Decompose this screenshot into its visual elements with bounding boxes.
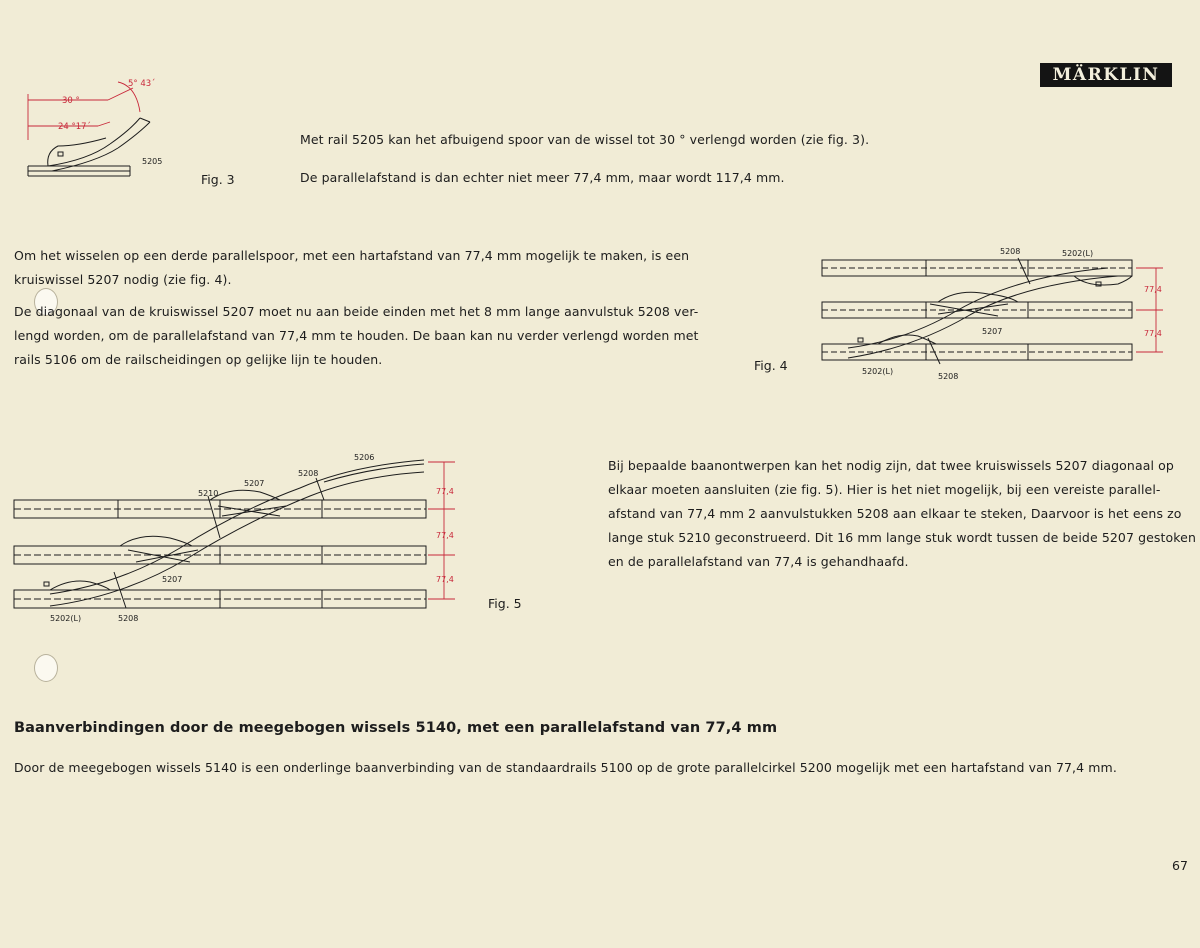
section3-body: Door de meegebogen wissels 5140 is een onderlinge baanverbinding van de standaardrails 5100 op de grote parallelcirkel 5200 mogelijk met een hartafstand van 77,4 mm. — [14, 760, 1117, 775]
fig5-dimension-2: 77,4 — [436, 531, 454, 540]
fig5-label-5207-top: 5207 — [244, 479, 265, 488]
fig3-angle-inner: 24 °17´ — [58, 122, 91, 132]
section1-para1-line1: Om het wisselen op een derde parallelspoor, met een hartafstand van 77,4 mm mogelijk te maken, is een — [14, 248, 690, 263]
fig4-label-5208-bottom: 5208 — [938, 372, 959, 381]
fig3-diagram — [18, 70, 193, 185]
section2-line-3: afstand van 77,4 mm 2 aanvulstukken 5208 aan elkaar te steken, Daarvoor is het eens zo — [608, 506, 1182, 521]
section2-line-1: Bij bepaalde baanontwerpen kan het nodig zijn, dat twee kruiswissels 5207 diagonaal op — [608, 458, 1174, 473]
section3-heading: Baanverbindingen door de meegebogen wissels 5140, met een parallelafstand van 77,4 mm — [14, 720, 778, 736]
section2-line-4: lange stuk 5210 geconstrueerd. Dit 16 mm lange stuk wordt tussen de beide 5207 gestoken — [608, 530, 1196, 545]
fig4-label-5208-top: 5208 — [1000, 247, 1021, 256]
fig3-label: Fig. 3 — [201, 172, 235, 187]
fig4-dimension-2: 77,4 — [1144, 329, 1162, 338]
section1-para2-line1: De diagonaal van de kruiswissel 5207 moet nu aan beide einden met het 8 mm lange aanvulstuk 5208 ver- — [14, 304, 699, 319]
fig5-label: Fig. 5 — [488, 596, 522, 611]
fig5-label-5202: 5202(L) — [50, 614, 82, 623]
fig5-diagram — [10, 448, 470, 628]
punch-hole-bottom — [34, 654, 58, 682]
fig4-label-5202-top: 5202(L) — [1062, 249, 1094, 258]
intro-line-2: De parallelafstand is dan echter niet meer 77,4 mm, maar wordt 117,4 mm. — [300, 170, 785, 185]
fig4-diagram — [818, 244, 1168, 384]
section1-para2-line2: lengd worden, om de parallelafstand van 77,4 mm te houden. De baan kan nu verder verlengd worden met — [14, 328, 699, 343]
fig5-label-5206: 5206 — [354, 453, 375, 462]
fig5-label-5208-bottom: 5208 — [118, 614, 139, 623]
fig3-rail-label: 5205 — [142, 157, 163, 166]
marklin-logo: MÄRKLIN — [1040, 63, 1172, 87]
fig5-dimension-3: 77,4 — [436, 575, 454, 584]
intro-line-1: Met rail 5205 kan het afbuigend spoor van de wissel tot 30 ° verlengd worden (zie fig. 3). — [300, 132, 870, 147]
fig5-dimension-1: 77,4 — [436, 487, 454, 496]
section2-line-2: elkaar moeten aansluiten (zie fig. 5). Hier is het niet mogelijk, bij een vereiste parallel- — [608, 482, 1161, 497]
fig4-label-5207: 5207 — [982, 327, 1003, 336]
fig5-label-5208-top: 5208 — [298, 469, 319, 478]
fig3-angle-extra: 5° 43´ — [128, 79, 156, 89]
page-number: 67 — [1172, 858, 1188, 873]
fig4-label-5202-bottom: 5202(L) — [862, 367, 894, 376]
fig4-label: Fig. 4 — [754, 358, 788, 373]
fig4-dimension-1: 77,4 — [1144, 285, 1162, 294]
fig5-label-5210: 5210 — [198, 489, 219, 498]
fig5-label-5207-bottom: 5207 — [162, 575, 183, 584]
section2-line-5: en de parallelafstand van 77,4 is gehandhaafd. — [608, 554, 909, 569]
section1-para1-line2: kruiswissel 5207 nodig (zie fig. 4). — [14, 272, 232, 287]
fig3-angle-outer: 30 ° — [62, 96, 80, 106]
section1-para2-line3: rails 5106 om de railscheidingen op gelijke lijn te houden. — [14, 352, 383, 367]
